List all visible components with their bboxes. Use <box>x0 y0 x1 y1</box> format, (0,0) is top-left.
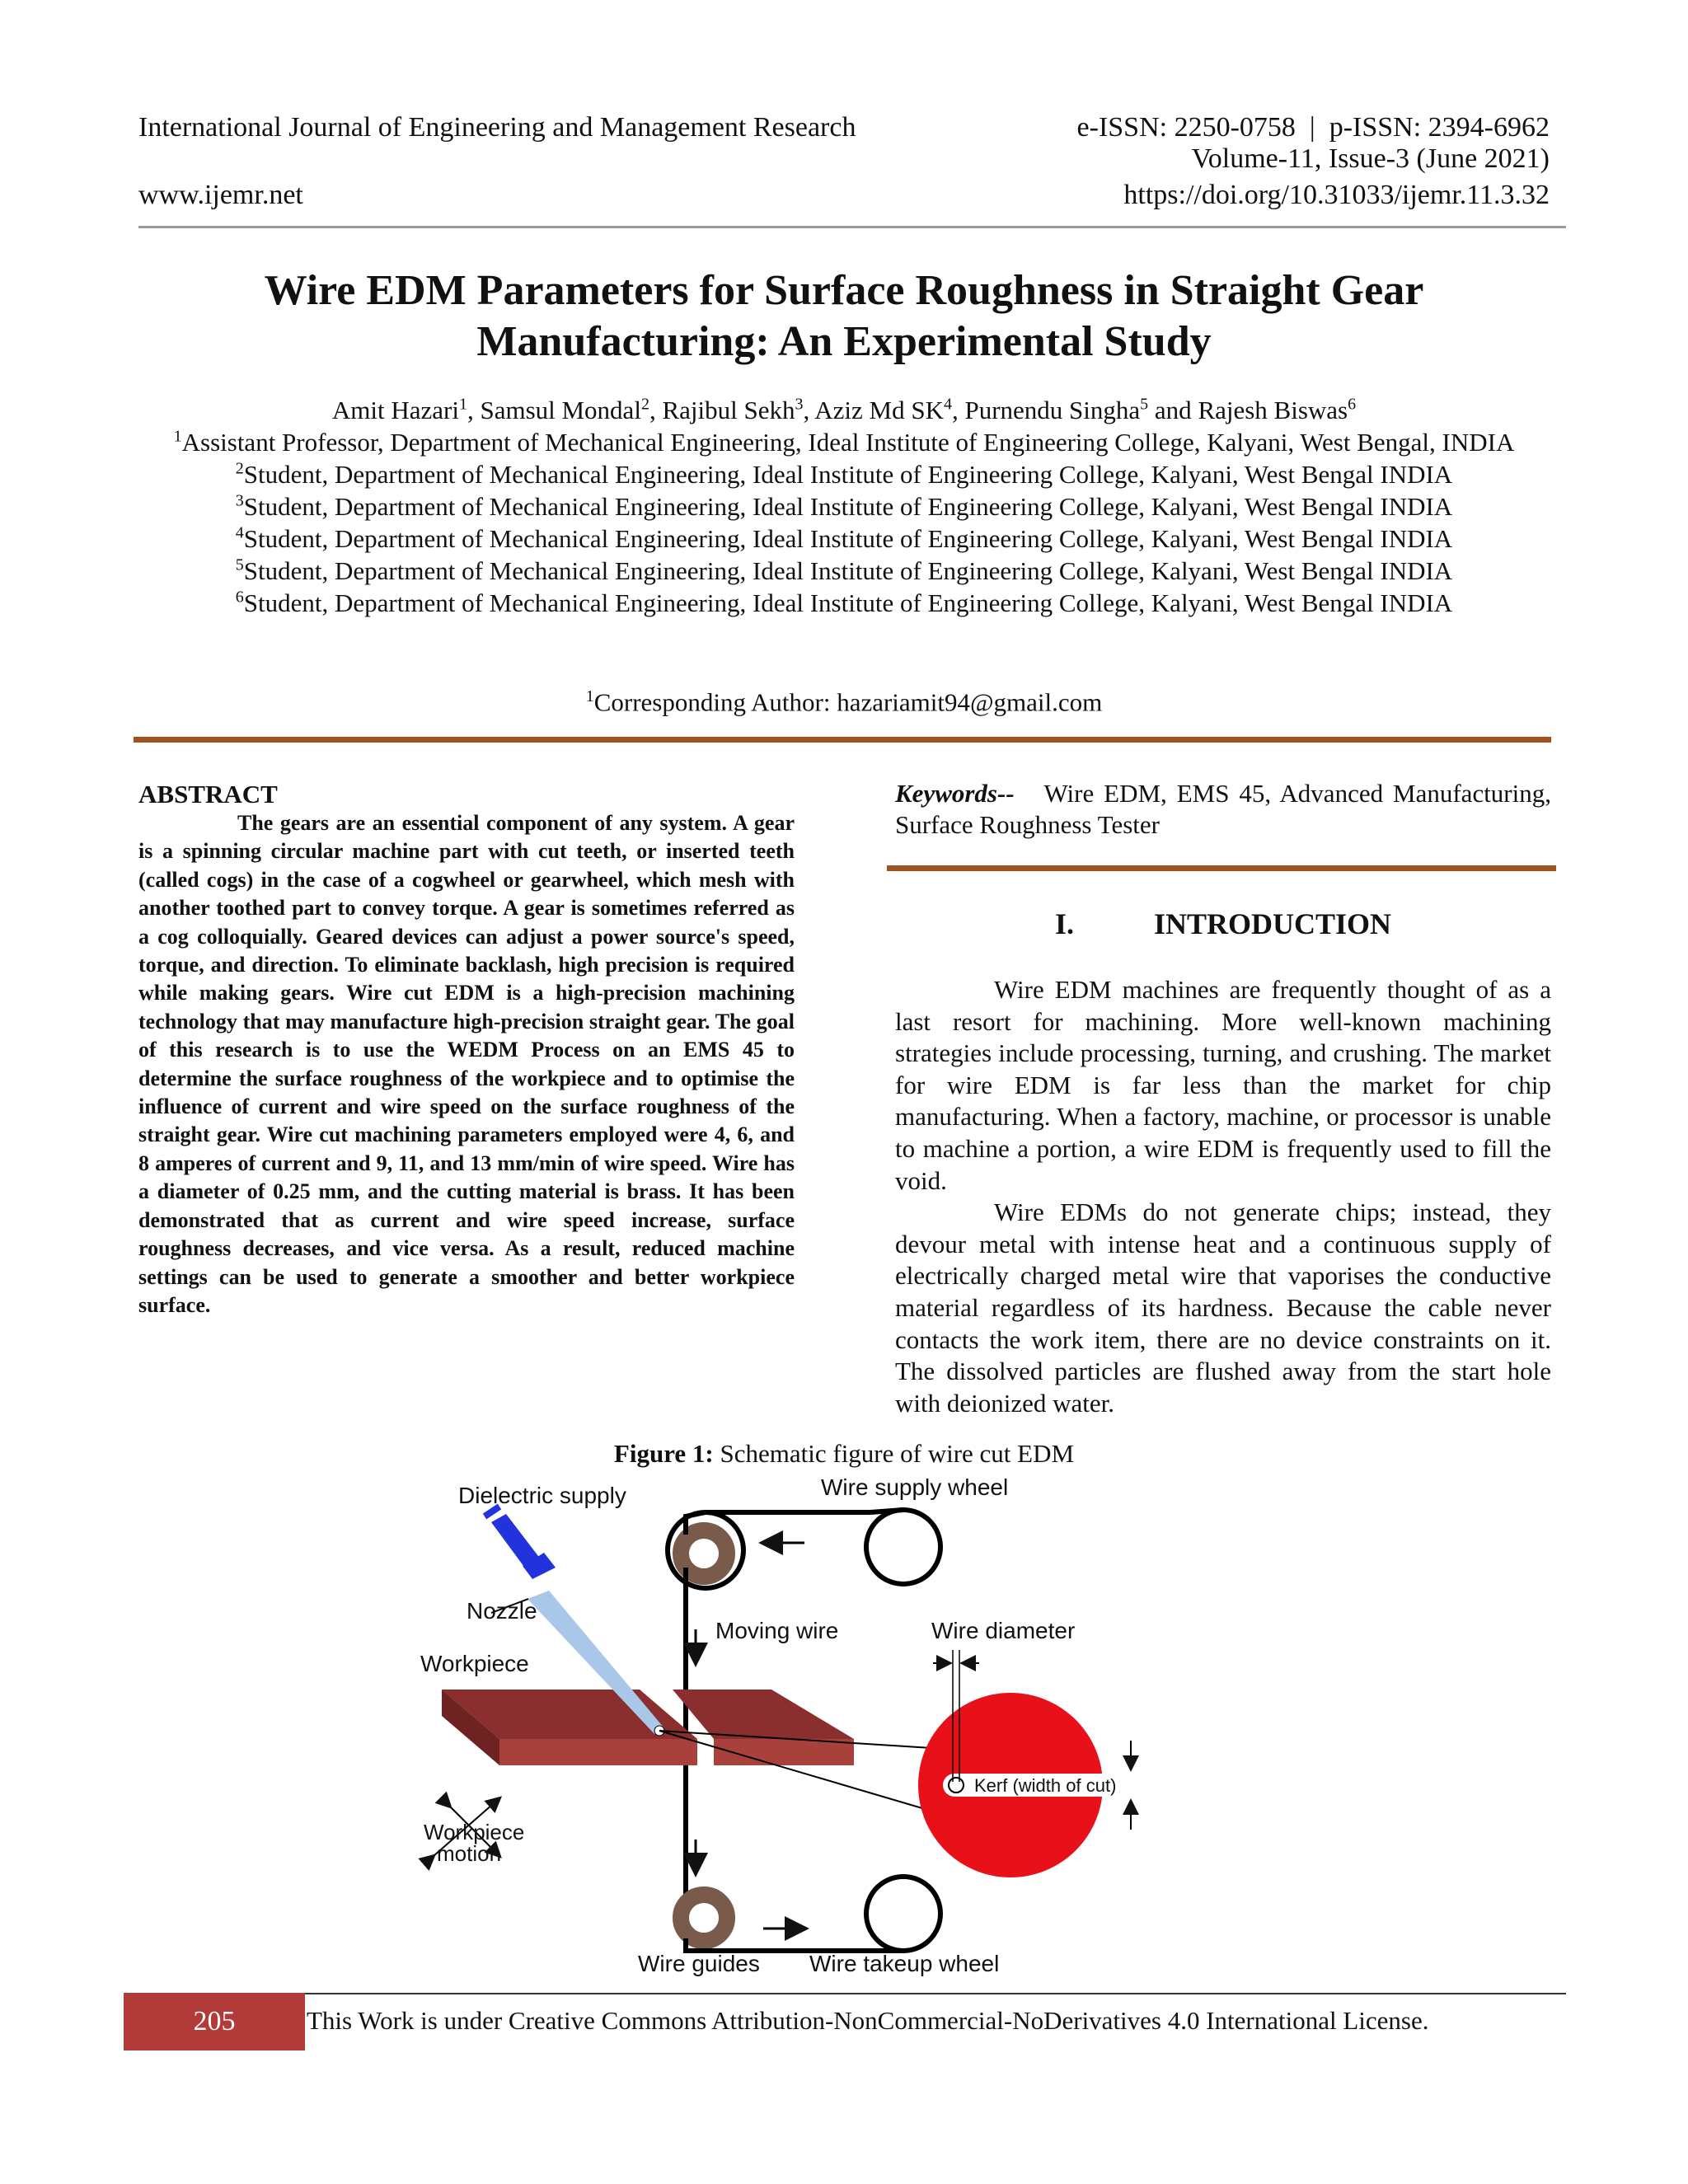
page-number: 205 <box>193 2006 236 2036</box>
abstract-heading: ABSTRACT <box>138 780 278 808</box>
volume-issue: Volume-11, Issue-3 (June 2021) <box>1191 143 1550 174</box>
paragraph: Wire EDM machines are frequently thought of as a last resort for machining. More well-known machining strategies include processing, turning, and crushing. The market for wire EDM is far less than the market for chip manufacturing. When a factory, machine, or processor is unable to machine a portion, a wire EDM is frequently used to fill the void. <box>895 975 1551 1195</box>
title-line-2: Manufacturing: An Experimental Study <box>476 318 1212 365</box>
section-title: INTRODUCTION <box>1153 907 1392 940</box>
label-wire-supply-wheel: Wire supply wheel <box>821 1477 1009 1500</box>
wire-edm-schematic <box>409 1477 1307 1980</box>
issn: e-ISSN: 2250-0758 | p-ISSN: 2394-6962 <box>1076 112 1550 143</box>
section-rule <box>134 737 1551 743</box>
license-notice: This Work is under Creative Commons Attribution-NonCommercial-NoDerivatives 4.0 International License. <box>307 2006 1429 2035</box>
header-rule <box>138 226 1566 228</box>
doi-link[interactable]: https://doi.org/10.31033/ijemr.11.3.32 <box>1123 180 1550 210</box>
section-number: I. <box>1054 907 1074 940</box>
affiliation: $^2$Student, Department of Mechanical Engineering, Ideal Institute of Engineering College, Kalyani, West Bengal INDIA <box>235 459 1453 489</box>
supply-wheel-ring <box>866 1510 940 1584</box>
journal-website[interactable]: www.ijemr.net <box>138 180 303 210</box>
keywords-text: Wire EDM, EMS 45, Advanced Manufacturing, Surface Roughness Tester <box>895 779 1551 839</box>
author: Rajibul Sekh$^3$, <box>662 395 815 424</box>
label-nozzle: Nozzle <box>467 1598 537 1624</box>
label-workpiece: Workpiece <box>420 1651 529 1676</box>
workpiece-left-front <box>499 1739 697 1765</box>
label-workpiece-motion: motion <box>437 1841 502 1866</box>
wire-cross-section <box>949 1778 964 1793</box>
author-block <box>138 394 1550 619</box>
label-workpiece-motion: Workpiece <box>424 1820 525 1844</box>
footer-rule <box>124 1993 1566 1994</box>
abstract-section <box>138 780 795 1319</box>
figure-caption <box>138 1438 1550 1469</box>
affiliation: $^6$Student, Department of Mechanical Engineering, Ideal Institute of Engineering College, Kalyani, West Bengal INDIA <box>235 588 1453 617</box>
affiliation: $^3$Student, Department of Mechanical Engineering, Ideal Institute of Engineering College, Kalyani, West Bengal INDIA <box>235 491 1453 521</box>
author-list <box>138 394 1550 426</box>
journal-name: International Journal of Engineering and Management Research <box>138 112 856 143</box>
keywords-rule <box>887 865 1556 871</box>
affiliation: $^5$Student, Department of Mechanical Engineering, Ideal Institute of Engineering College, Kalyani, West Bengal INDIA <box>235 555 1453 585</box>
section-heading-introduction <box>895 905 1551 943</box>
author: Amit Hazari$^1$, <box>331 395 481 424</box>
figure-label: Figure 1: <box>613 1439 714 1468</box>
corresponding-author: $^1$Corresponding Author: hazariamit94@gmail.com <box>585 687 1103 717</box>
author: Aziz Md $SK^4$, <box>814 395 965 424</box>
affiliation: $^4$Student, Department of Mechanical Engineering, Ideal Institute of Engineering College, Kalyani, West Bengal INDIA <box>235 523 1453 553</box>
wire-takeup-wheel <box>866 1877 940 1951</box>
figure-caption-text: Schematic figure of wire cut EDM <box>720 1439 1075 1468</box>
paper-title <box>138 265 1550 368</box>
introduction-body <box>895 974 1551 1419</box>
author: Rajesh Biswas$^6$ <box>1198 395 1357 424</box>
paragraph: Wire EDMs do not generate chips; instead, they devour metal with intense heat and a continuous supply of electrically charged metal wire that vaporises the conductive material regardless of its hardness. Because the cable never contacts the work item, there are no device constraints on it. The dissolved particles are flushed away from the start hole with deionized water. <box>895 1197 1551 1418</box>
keywords <box>895 778 1551 841</box>
label-dielectric-supply: Dielectric supply <box>458 1483 626 1508</box>
keywords-label: Keywords-- <box>895 779 1015 808</box>
label-wire-guides: Wire guides <box>638 1951 760 1976</box>
affiliation: $^1$Assistant Professor, Department of Mechanical Engineering, Ideal Institute of Engineering College, Kalyani, West Bengal, INDIA <box>173 427 1515 457</box>
label-moving-wire: Moving wire <box>715 1618 839 1643</box>
workpiece-right-top <box>673 1690 854 1739</box>
author: Samsul Mondal$^2$, <box>480 395 663 424</box>
abstract-body: The gears are an essential component of any system. A gear is a spinning circular machine part with cut teeth, or inserted teeth (called cogs) in the case of a cogwheel or gearwheel, which mesh with another toothed part to convey torque. A gear is sometimes referred as a cog colloquially. Geared devices can adjust a power source's speed, torque, and direction. To eliminate backlash, high precision is required while making gears. Wire cut EDM is a high-precision machining technology that may manufacture high-precision straight gear. The goal of this research is to use the WEDM Process on an EMS 45 to determine the surface roughness of the workpiece and to optimise the influence of current and wire speed on the surface roughness of the straight gear. Wire cut machining parameters employed were 4, 6, and 8 amperes of current and 9, 11, and 13 mm/min of wire speed. Wire has a diameter of 0.25 mm, and the cutting material is brass. It has been demonstrated that as current and wire speed increase, surface roughness decreases, and vice versa. As a result, reduced machine settings can be used to generate a smoother and better workpiece surface. <box>138 811 795 1317</box>
title-line-1: Wire EDM Parameters for Surface Roughness in Straight Gear <box>264 267 1424 314</box>
label-kerf: Kerf (width of cut) <box>974 1775 1117 1796</box>
keywords-section <box>895 778 1551 841</box>
author: Purnendu Singha$^5$ and <box>964 395 1198 424</box>
label-wire-takeup-wheel: Wire takeup wheel <box>809 1951 1000 1976</box>
label-wire-diameter: Wire diameter <box>931 1618 1076 1643</box>
lower-wire-guide <box>681 1895 727 1941</box>
